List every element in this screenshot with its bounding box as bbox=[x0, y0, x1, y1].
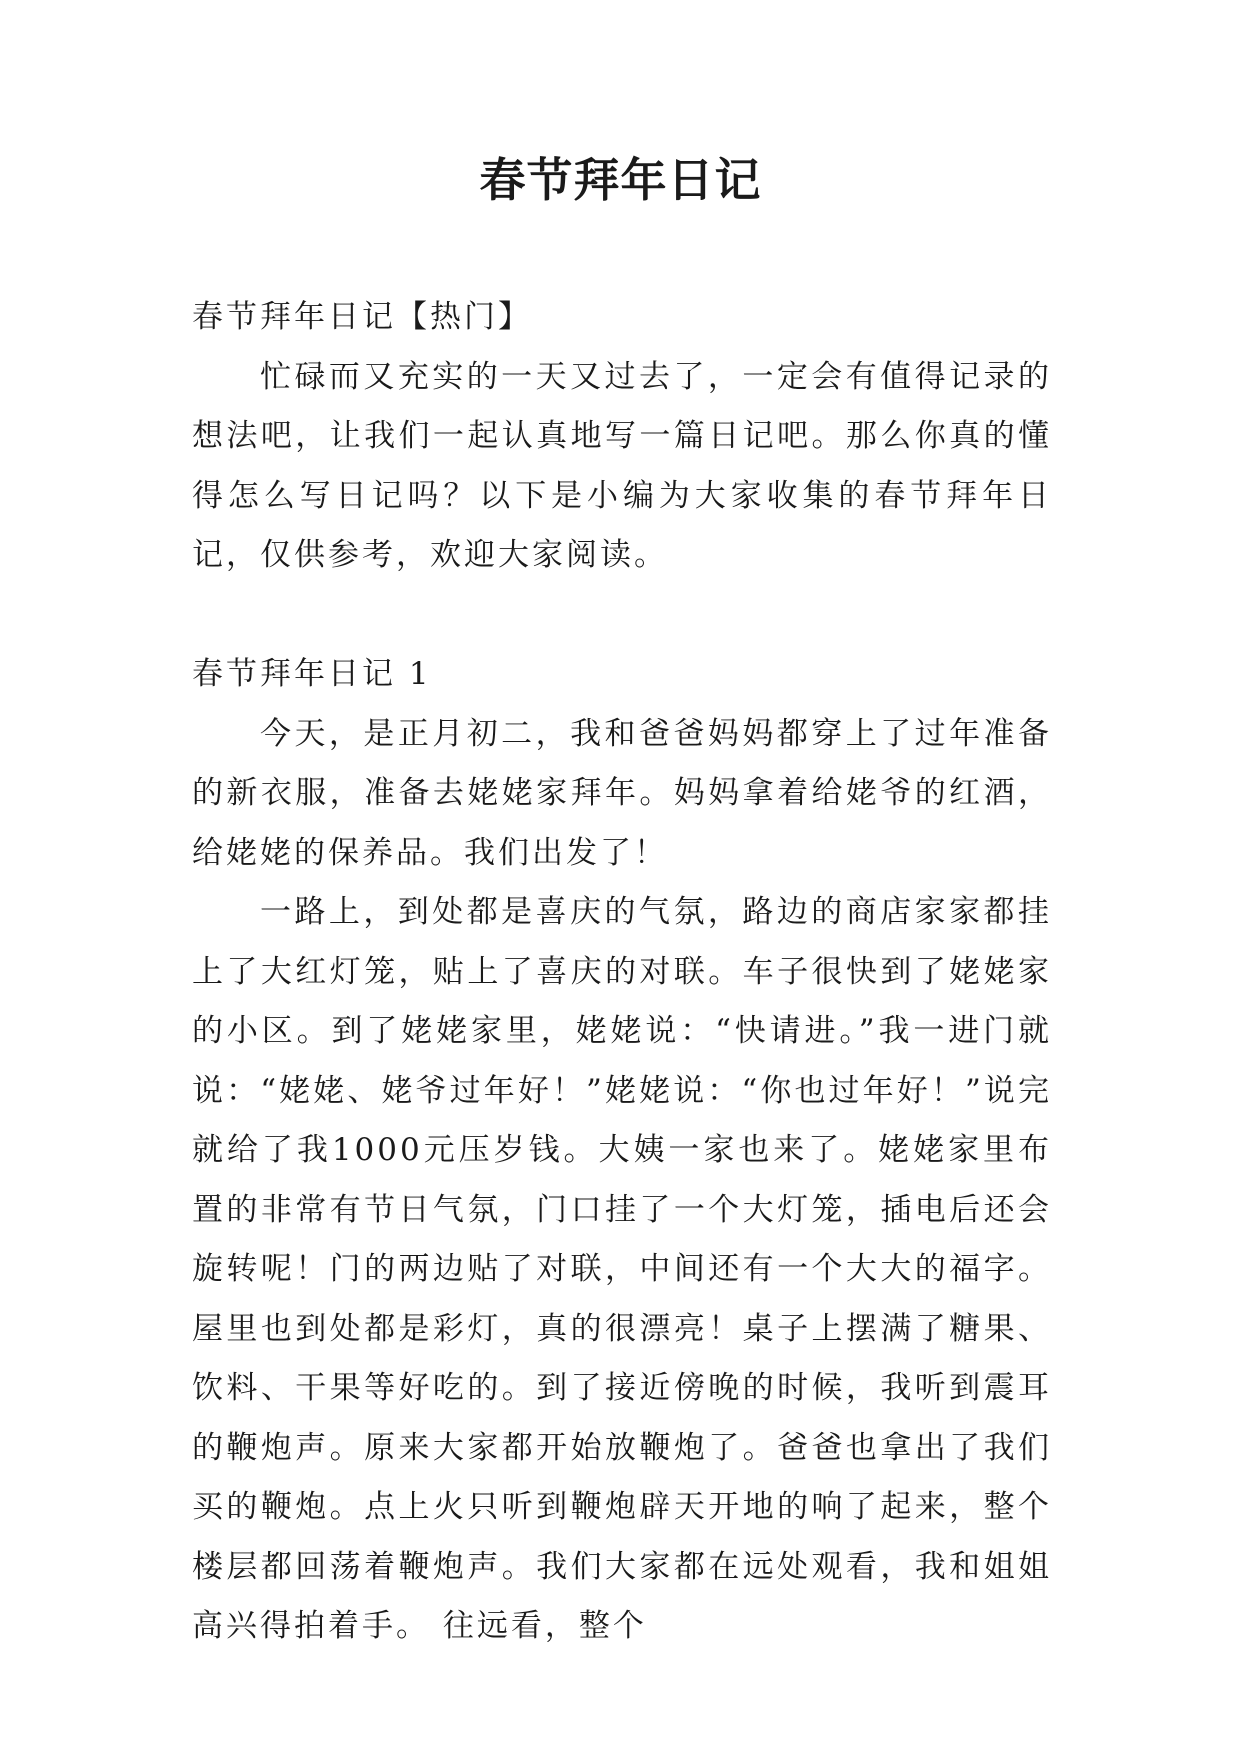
entry-heading: 春节拜年日记 1 bbox=[192, 656, 432, 692]
intro-paragraph: 忙碌而又充实的一天又过去了，一定会有值得记录的想法吧，让我们一起认真地写一篇日记吧。那么你真的懂得怎么写日记吗？以下是小编为大家收集的春节拜年日记，仅供参考，欢迎大家阅读。 bbox=[192, 358, 1052, 573]
document-body bbox=[192, 288, 1052, 1657]
document-title: 春节拜年日记 bbox=[479, 153, 762, 207]
blank-line bbox=[192, 586, 1052, 646]
entry-paragraph-1: 今天，是正月初二，我和爸爸妈妈都穿上了过年准备的新衣服，准备去姥姥家拜年。妈妈拿着给姥爷的红酒，给姥姥的保养品。我们出发了！ bbox=[192, 715, 1052, 871]
section-heading: 春节拜年日记【热门】 bbox=[192, 299, 532, 335]
entry-paragraph-2: 一路上，到处都是喜庆的气氛，路边的商店家家都挂上了大红灯笼，贴上了喜庆的对联。车子很快到了姥姥家的小区。到了姥姥家里，姥姥说：“快请进。”我一进门就说：“姥姥、姥爷过年好！”姥姥说：“你也过年好！”说完就给了我1000元压岁钱。大姨一家也来了。姥姥家里布置的非常有节日气氛，门口挂了一个大灯笼，插电后还会旋转呢！门的两边贴了对联，中间还有一个大大的福字。屋里也到处都是彩灯，真的很漂亮！桌子上摆满了糖果、饮料、干果等好吃的。到了接近傍晚的时候，我听到震耳的鞭炮声。原来大家都开始放鞭炮了。爸爸也拿出了我们买的鞭炮。点上火只听到鞭炮辟天开地的响了起来，整个楼层都回荡着鞭炮声。我们大家都在远处观看，我和姐姐高兴得拍着手。 往远看，整个 bbox=[192, 894, 1052, 1644]
